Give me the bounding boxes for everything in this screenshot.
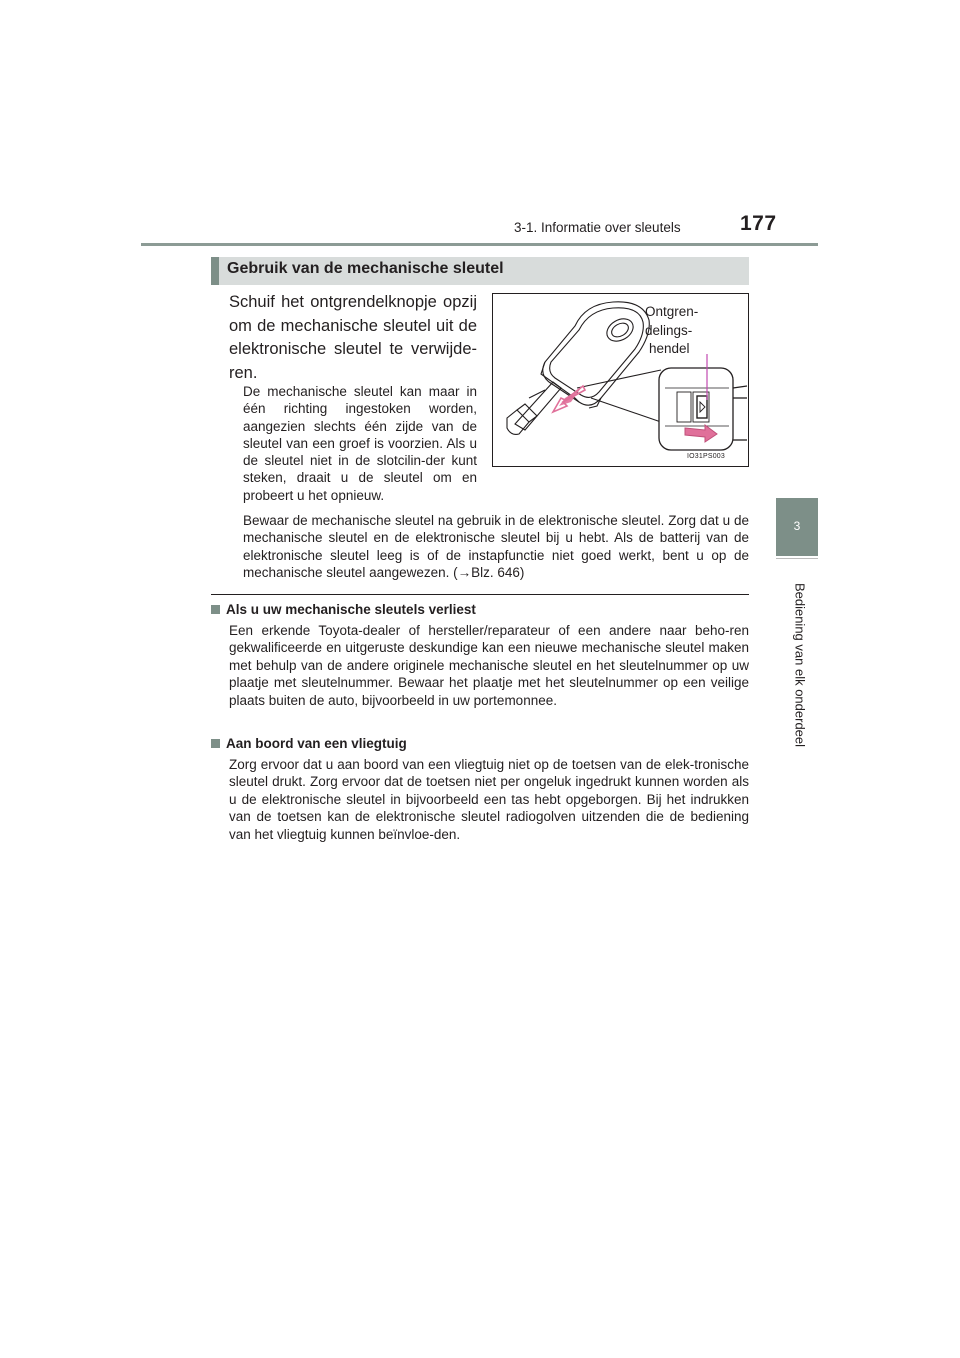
chapter-tab-rule: [776, 558, 818, 559]
intro-note: De mechanische sleutel kan maar in één richting ingestoken worden, aangezien slechts één zijde van de sleutel van een groef is voorzien. Als u de sleutel niet in de slotcilin-der kunt steken, draait u de sleutel om en probeert u het opnieuw.: [243, 384, 477, 503]
subsection-heading-airplane: [211, 736, 407, 751]
bullet-square-icon: [211, 605, 220, 614]
page-number: 177: [740, 212, 777, 235]
release-lever-label-line3: hendel: [649, 341, 690, 356]
header-rule: [141, 243, 818, 246]
chapter-number: 3: [793, 519, 801, 533]
figure-id: IO31PS003: [687, 453, 725, 460]
key-illustration-drawing: [493, 294, 748, 466]
header-section-ref: 3-1. Informatie over sleutels: [514, 220, 681, 235]
subsection-body-lost-keys: Een erkende Toyota-dealer of hersteller/reparateur of een andere naar beho-ren gekwalificeerde en uitgeruste deskundige kan een nieuwe mechanische sleutel maken met behulp van de andere originele mechanische sleutel en het sleutelnummer op uw plaatje met sleutelnummer. Bewaar het plaatje met het sleutelnummer op een veilige plaats buiten de auto, bijvoorbeeld in uw portemonnee.: [229, 623, 749, 708]
release-lever-label-line2: delings-: [645, 322, 693, 338]
section-heading-accent: [211, 257, 219, 285]
release-lever-label: [645, 303, 698, 359]
intro-lead: Schuif het ontgrendelknopje opzij om de mechanische sleutel uit de elektronische sleutel te verwijde-ren.: [229, 293, 477, 382]
chapter-title: Bediening van elk onderdeel: [792, 582, 808, 748]
subsection-title: Aan boord van een vliegtuig: [226, 736, 407, 751]
intro-paragraph: Bewaar de mechanische sleutel na gebruik in de elektronische sleutel. Zorg dat u de mechanische sleutel en de elektronische sleutel bij u hebt. Als de batterij van de elektronische sleutel leeg is of de instapfunctie niet goed werkt, bent u op de mechanische sleutel aangewezen. (→Blz. 646): [243, 513, 749, 580]
subsection-title: Als u uw mechanische sleutels verliest: [226, 602, 476, 617]
release-lever-label-line1: Ontgren-: [645, 304, 699, 319]
subsection-body-airplane: Zorg ervoor dat u aan boord van een vliegtuig niet op de toetsen van de elek-tronische sleutel drukt. Zorg ervoor dat de toetsen niet per ongeluk ingedrukt kunnen worden als u de elektronische sleutel in bijvoorbeeld een tas hebt opgeborgen. Bij het indrukken van de toetsen kan de elektronische sleutel radiogolven uitzenden die de bediening van het vliegtuig kunnen beïnvloe-den.: [229, 757, 749, 842]
bullet-square-icon: [211, 739, 220, 748]
section-title: Gebruik van de mechanische sleutel: [227, 260, 504, 277]
section-divider: [211, 594, 749, 595]
key-illustration: [492, 293, 749, 467]
subsection-heading-lost-keys: [211, 602, 476, 617]
